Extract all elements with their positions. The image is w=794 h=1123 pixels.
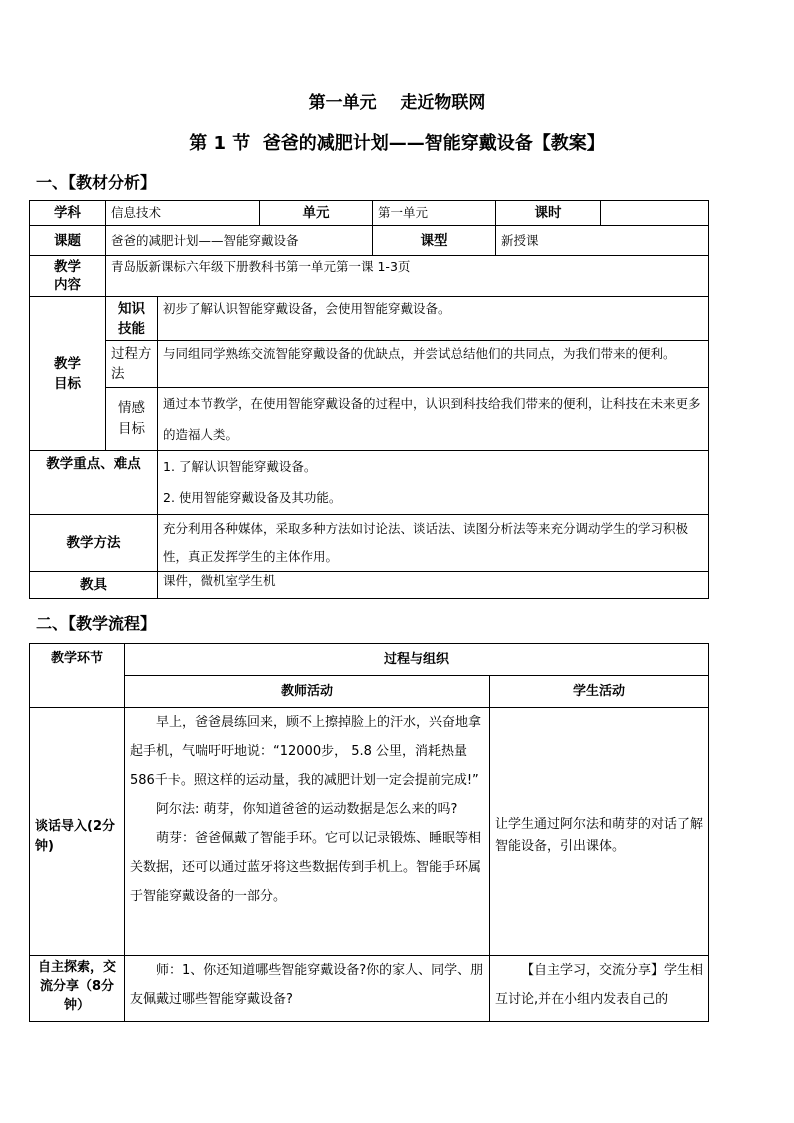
unit-label: 单元 xyxy=(260,201,373,226)
tools-value: 课件，微机室学生机 xyxy=(158,572,709,599)
keypoint-2: 2. 使用智能穿戴设备及其功能。 xyxy=(163,490,342,505)
teacher-activity-2: 师：1、你还知道哪些智能穿戴设备?你的家人、同学、朋友佩戴过哪些智能穿戴设备? xyxy=(125,956,490,1022)
goal-3-label: 情感目标 xyxy=(106,388,158,451)
table-row xyxy=(30,708,709,956)
method-value: 充分利用各种媒体，采取多种方法如讨论法、谈话法、读图分析法等来充分调动学生的学习积极性，真正发挥学生的主体作用。 xyxy=(158,515,709,572)
teacher-activity-1: 早上，爸爸晨练回来，顾不上擦掉脸上的汗水，兴奋地拿起手机，气喘吁吁地说：“12000步， 5.8 公里，消耗热量 586千卡。照这样的运动量，我的减肥计划一定会提前完成!” 阿尔法: 萌芽，你知道爸爸的运动数据是怎么来的吗? 萌芽：爸爸佩戴了智能手环。它可以记录锻炼、睡眠等相关数据，还可以通过蓝牙将这些数据传到手机上。智能手环属于智能穿戴设备的一部分。 xyxy=(125,708,490,956)
keypoint-1: 1. 了解认识智能穿戴设备。 xyxy=(163,459,317,474)
type-label: 课型 xyxy=(373,226,496,256)
subject-value: 信息技术 xyxy=(106,201,260,226)
tools-label: 教具 xyxy=(30,572,158,599)
stage-2: 自主探索，交流分享（8分钟） xyxy=(30,956,125,1022)
keypoints-label: 教学重点、难点 xyxy=(30,451,158,515)
subject-label: 学科 xyxy=(30,201,106,226)
unit-value: 第一单元 xyxy=(373,201,496,226)
col-process-header: 过程与组织 xyxy=(125,644,709,676)
period-label: 课时 xyxy=(496,201,601,226)
method-label: 教学方法 xyxy=(30,515,158,572)
col-student-header: 学生活动 xyxy=(490,676,709,708)
goals-label: 教学目标 xyxy=(30,297,106,451)
flow-table xyxy=(29,643,709,1022)
col-stage-header: 教学环节 xyxy=(30,644,125,708)
keypoints-cell xyxy=(158,451,709,515)
table-row xyxy=(30,956,709,1022)
unit-title: 第一单元 走近物联网 xyxy=(308,93,486,113)
content-label: 教学内容 xyxy=(30,256,106,297)
goal-1-label: 知识技能 xyxy=(106,297,158,341)
section-flow-heading: 二、【教学流程】 xyxy=(36,614,157,633)
analysis-table xyxy=(29,200,709,599)
section-analysis-heading: 一、【教材分析】 xyxy=(36,173,157,192)
goal-1-text: 初步了解认识智能穿戴设备，会使用智能穿戴设备。 xyxy=(158,297,709,341)
content-value: 青岛版新课标六年级下册教科书第一单元第一课 1-3页 xyxy=(106,256,709,297)
goal-3-text: 通过本节教学，在使用智能穿戴设备的过程中，认识到科技给我们带来的便利，让科技在未来更多的造福人类。 xyxy=(158,388,709,451)
col-teacher-header: 教师活动 xyxy=(125,676,490,708)
goal-2-label: 过程方法 xyxy=(106,341,158,388)
student-activity-2: 【自主学习，交流分享】学生相互讨论,并在小组内发表自己的 xyxy=(490,956,709,1022)
period-value xyxy=(601,201,709,226)
goal-2-text: 与同组同学熟练交流智能穿戴设备的优缺点，并尝试总结他们的共同点，为我们带来的便利。 xyxy=(158,341,709,388)
student-activity-1: 让学生通过阿尔法和萌芽的对话了解智能设备，引出课体。 xyxy=(490,708,709,956)
topic-label: 课题 xyxy=(30,226,106,256)
type-value: 新授课 xyxy=(496,226,709,256)
lesson-title: 第 1 节 爸爸的减肥计划——智能穿戴设备【教案】 xyxy=(189,133,605,154)
topic-value: 爸爸的减肥计划——智能穿戴设备 xyxy=(106,226,373,256)
stage-1: 谈话导入(2分钟) xyxy=(30,708,125,956)
